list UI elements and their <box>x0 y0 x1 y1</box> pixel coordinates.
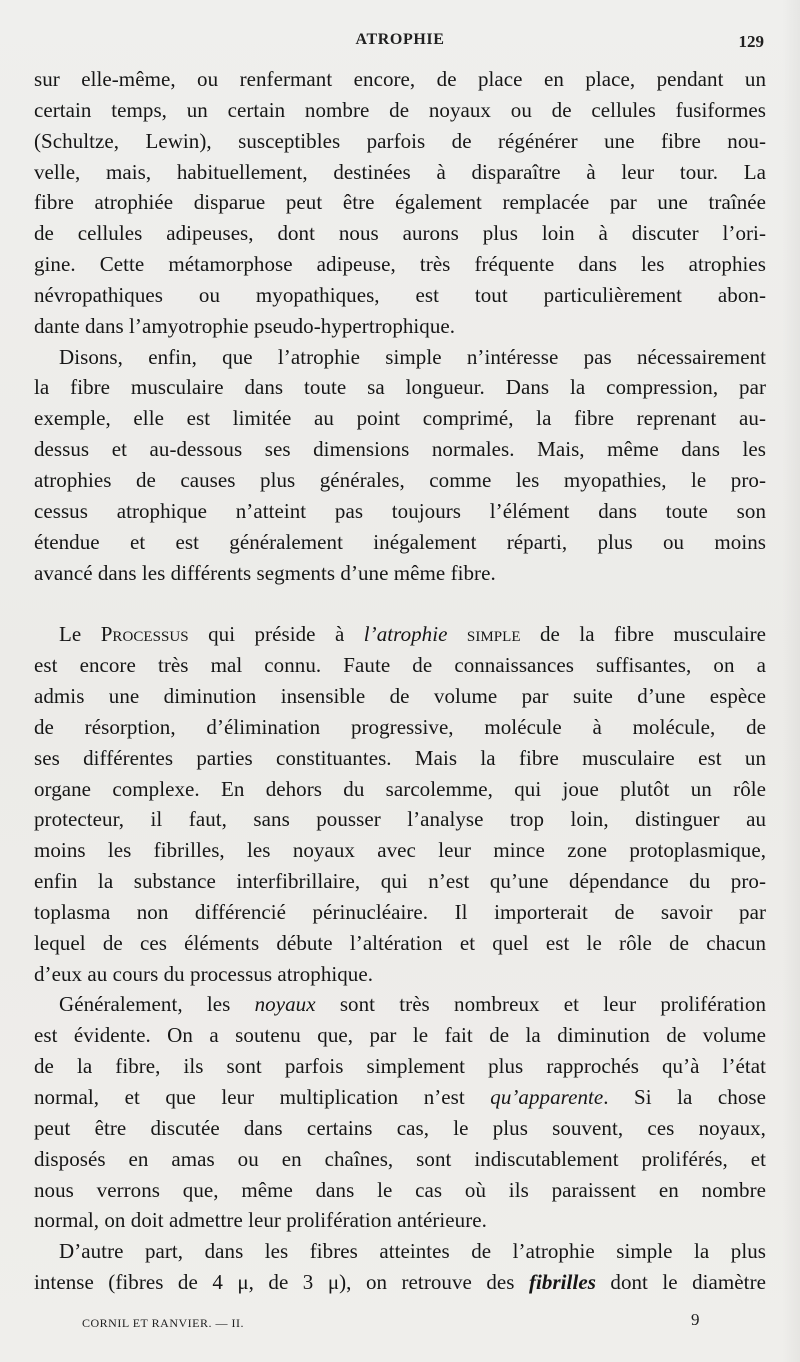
body-text <box>34 64 766 1298</box>
text-run: qui préside à <box>188 622 364 647</box>
paragraph-5 <box>34 1236 766 1298</box>
text-line: enfin la substance interfibrillaire, qui n’est qu’une dépendance du pro- <box>34 869 766 894</box>
text-line: moins les fibrilles, les noyaux avec leur mince zone protoplasmique, <box>34 838 766 863</box>
text-line: sur elle-même, ou renfermant encore, de place en place, pendant un <box>34 67 766 91</box>
italic-term: fibrilles <box>528 1270 596 1295</box>
text-line: de la fibre, ils sont parfois simplement plus rapprochés qu’à l’état <box>34 1054 766 1079</box>
text-line: disposés en amas ou en chaînes, sont indiscutablement proliférés, et <box>34 1146 766 1171</box>
text-run: dont le diamètre <box>595 1270 766 1295</box>
text-line: est encore très mal connu. Faute de connaissances suffisantes, on a <box>34 653 766 678</box>
small-caps-term: Processus <box>100 622 189 647</box>
text-line <box>34 1082 766 1113</box>
page-header <box>34 31 766 55</box>
page-edge-shadow <box>782 0 800 1362</box>
text-line: dessus et au-dessous ses dimensions normales. Mais, même dans les <box>34 437 766 462</box>
printer-signature: CORNIL ET RANVIER. — II. <box>82 1316 244 1330</box>
text-line: normal, on doit admettre leur prolifération antérieure. <box>34 1208 487 1233</box>
paragraph-3 <box>34 619 766 989</box>
text-line: la fibre musculaire dans toute sa longueur. Dans la compression, par <box>34 375 766 400</box>
text-line: certain temps, un certain nombre de noyaux ou de cellules fusiformes <box>34 97 766 122</box>
text-line: exemple, elle est limitée au point comprimé, la fibre reprenant au- <box>34 406 766 431</box>
text-line: organe complexe. En dehors du sarcolemme, qui joue plutôt un rôle <box>34 776 766 801</box>
text-line: (Schultze, Lewin), susceptibles parfois de régénérer une fibre nou- <box>34 128 766 153</box>
text-line: Disons, enfin, que l’atrophie simple n’intéresse pas nécessairement <box>59 344 766 369</box>
text-line: nous verrons que, même dans le cas où ils paraissent en nombre <box>34 1177 766 1202</box>
paragraph-1 <box>34 64 766 342</box>
text-run <box>447 622 466 646</box>
italic-term: l’atrophie <box>363 622 448 647</box>
italic-term: noyaux <box>254 992 316 1017</box>
text-line: gine. Cette métamorphose adipeuse, très fréquente dans les atrophies <box>34 252 766 277</box>
text-line: atrophies de causes plus générales, comme les myopathies, le pro- <box>34 467 766 492</box>
small-caps-term: simple <box>466 622 521 647</box>
text-line: protecteur, il faut, sans pousser l’analyse trop loin, distinguer au <box>34 807 766 832</box>
text-line: toplasma non différencié périnucléaire. Il importerait de savoir par <box>34 899 766 924</box>
sheet-number: 9 <box>691 1310 700 1329</box>
text-line: cessus atrophique n’atteint pas toujours l’élément dans toute son <box>34 498 766 523</box>
paragraph-2 <box>34 342 766 589</box>
text-line: dante dans l’amyotrophie pseudo-hypertrophique. <box>34 313 456 338</box>
text-line <box>34 1267 766 1298</box>
text-run: Le <box>59 622 101 647</box>
text-line: névropathiques ou myopathiques, est tout particulièrement abon- <box>34 282 766 307</box>
paragraph-4 <box>34 989 766 1236</box>
text-run: Généralement, les <box>59 992 255 1017</box>
text-line: avancé dans les différents segments d’une même fibre. <box>34 560 496 585</box>
text-run: intense (fibres de 4 μ, de 3 μ), on retrouve des <box>34 1270 529 1295</box>
text-line: de cellules adipeuses, dont nous aurons plus loin à discuter l’ori- <box>34 221 766 246</box>
section-gap <box>34 588 766 619</box>
text-line: ses différentes parties constituantes. Mais la fibre musculaire est un <box>34 745 766 770</box>
text-line: fibre atrophiée disparue peut être également remplacée par une traînée <box>34 190 766 215</box>
text-line: est évidente. On a soutenu que, par le fait de la diminution de volume <box>34 1023 766 1048</box>
text-line: D’autre part, dans les fibres atteintes de l’atrophie simple la plus <box>59 1239 766 1264</box>
italic-term: qu’apparente <box>490 1085 604 1109</box>
text-line: d’eux au cours du processus atrophique. <box>34 961 374 986</box>
text-line: velle, mais, habituellement, destinées à disparaître à leur tour. La <box>34 159 766 184</box>
running-title: ATROPHIE <box>355 31 445 48</box>
text-line: de résorption, d’élimination progressive, molécule à molécule, de <box>34 714 766 739</box>
text-line: admis une diminution insensible de volume par suite d’une espèce <box>34 684 766 709</box>
text-run: sont très nombreux et leur prolifération <box>315 992 766 1017</box>
text-line: lequel de ces éléments débute l’altération et quel est le rôle de chacun <box>34 930 766 955</box>
text-run: de la fibre musculaire <box>520 622 766 647</box>
text-run: . Si la chose <box>603 1085 766 1109</box>
page-number: 129 <box>738 32 764 51</box>
text-run: normal, et que leur multiplication n’est <box>34 1085 491 1109</box>
text-line: peut être discutée dans certains cas, le plus souvent, ces noyaux, <box>34 1115 766 1140</box>
text-line <box>34 619 766 650</box>
text-line: étendue et est généralement inégalement réparti, plus ou moins <box>34 529 766 554</box>
text-line <box>34 989 766 1020</box>
